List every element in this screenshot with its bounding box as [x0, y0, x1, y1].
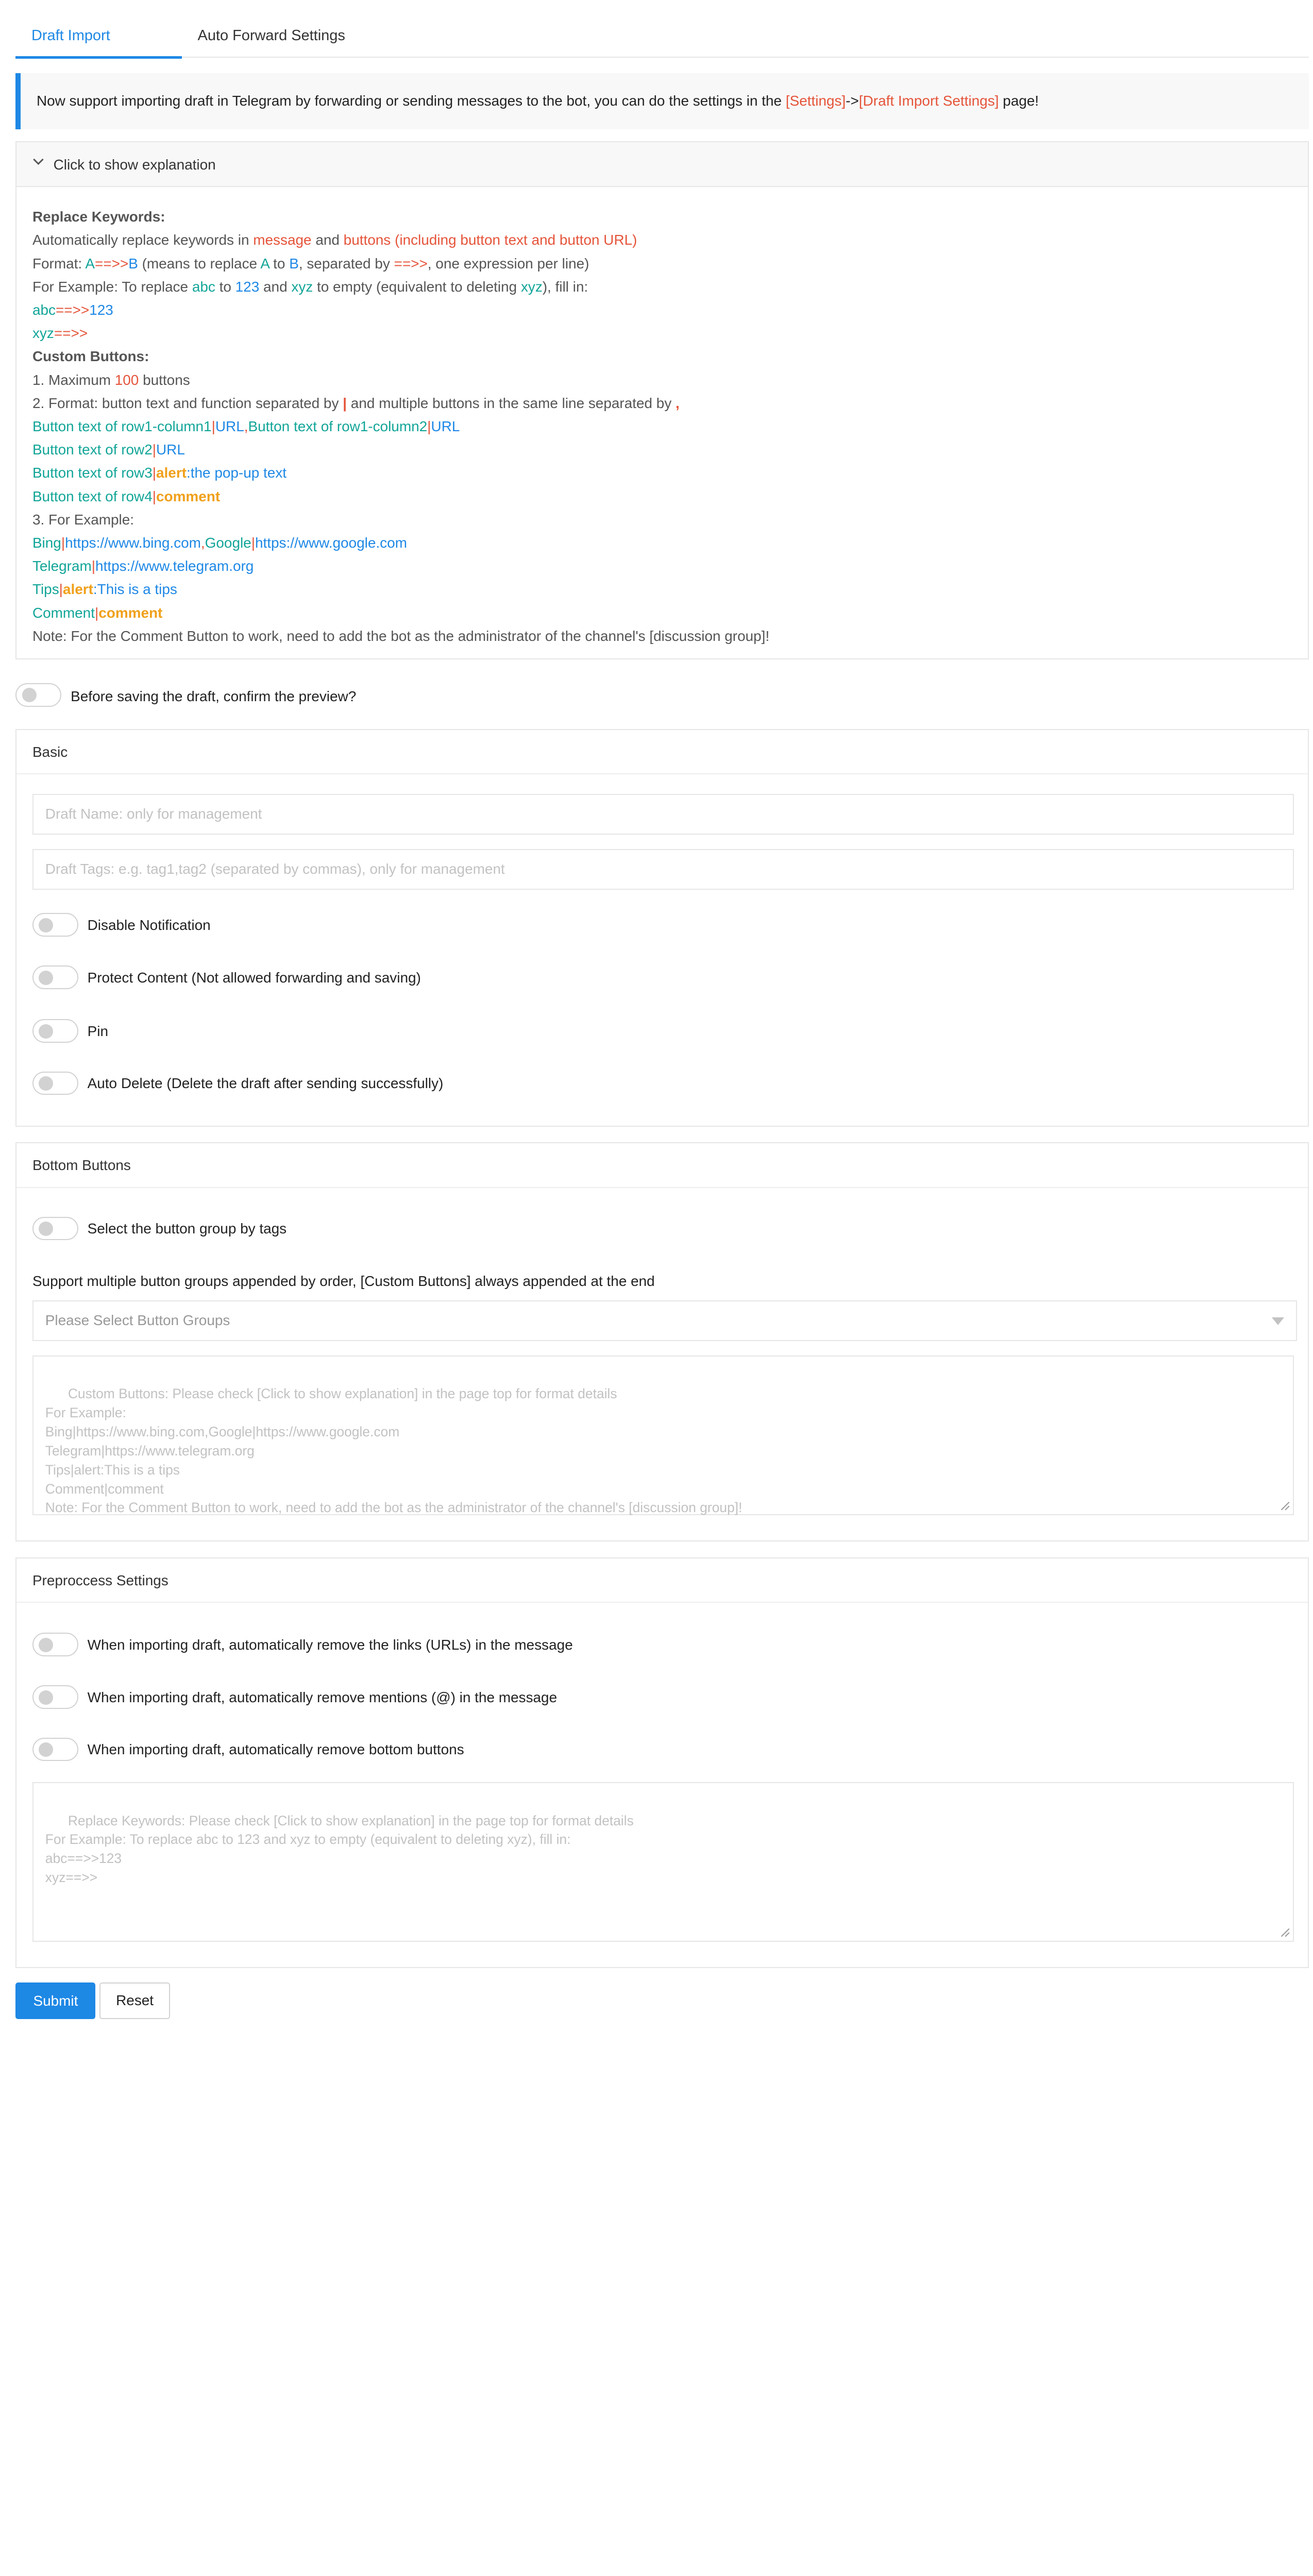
explanation-segment: 3. For Example: — [32, 511, 134, 528]
explanation-segment: ==>> — [394, 255, 428, 272]
explanation-line — [32, 205, 769, 228]
explanation-segment: Note: For the Comment Button to work, need to add the bot as the administrator of the channel's [discussion group]! — [32, 628, 770, 644]
explanation-line — [32, 252, 769, 275]
explanation-line — [32, 345, 769, 368]
remove-links-switch[interactable] — [32, 1633, 78, 1656]
confirm-preview-label: Before saving the draft, confirm the preview? — [71, 688, 357, 705]
explanation-segment: xyz — [291, 278, 313, 295]
explanation-segment: | — [152, 465, 157, 481]
tab-auto-forward-settings[interactable]: Auto Forward Settings — [197, 27, 345, 44]
switch-knob — [39, 1076, 53, 1091]
explanation-segment: https://www.telegram.org — [95, 558, 254, 574]
button-groups-hint: Support multiple button groups appended by order, [Custom Buttons] always appended at the end — [32, 1273, 655, 1289]
explanation-segment: 2. Format: button text and function separated by — [32, 395, 343, 411]
explanation-segment: Tips — [32, 581, 59, 598]
explanation-segment: and multiple buttons in the same line separated by — [346, 395, 676, 411]
switch-knob — [39, 971, 53, 985]
switch-knob — [22, 688, 37, 702]
explanation-segment: xyz — [32, 325, 54, 342]
explanation-segment: 1. Maximum — [32, 371, 115, 388]
resize-grip-icon[interactable] — [1280, 1501, 1290, 1511]
disable-notification-switch[interactable] — [32, 913, 78, 937]
explanation-segment: 123 — [89, 302, 113, 318]
explanation-line — [32, 485, 769, 508]
explanation-content — [32, 205, 769, 648]
notice-text-after: page! — [999, 93, 1039, 109]
explanation-segment: B — [289, 255, 299, 272]
switch-knob — [39, 1024, 53, 1039]
explanation-segment: For Example: To replace — [32, 278, 192, 295]
explanation-segment: comment — [156, 488, 221, 504]
explanation-segment: Button text of row3 — [32, 465, 153, 481]
explanation-segment: | — [91, 558, 96, 574]
explanation-segment: Bing — [32, 535, 61, 551]
explanation-segment: URL — [156, 442, 185, 458]
protect-content-switch[interactable] — [32, 965, 78, 989]
switch-knob — [39, 1742, 53, 1757]
explanation-line — [32, 531, 769, 554]
explanation-segment: :the pop-up text — [187, 465, 287, 481]
explanation-segment: :This is a tips — [93, 581, 177, 598]
replace-keywords-textarea[interactable] — [32, 1782, 1294, 1942]
switch-knob — [39, 918, 53, 933]
explanation-segment: URL — [431, 418, 460, 435]
draft-name-input[interactable]: Draft Name: only for management — [32, 794, 1294, 835]
explanation-segment: | — [427, 418, 431, 435]
pin-switch[interactable] — [32, 1019, 78, 1043]
explanation-segment: | — [59, 581, 63, 598]
explanation-segment: 123 — [235, 278, 260, 295]
basic-card — [15, 729, 1309, 1127]
explanation-segment: Custom Buttons: — [32, 348, 149, 365]
bottom-buttons-card — [15, 1142, 1309, 1541]
button-groups-select-placeholder: Please Select Button Groups — [45, 1312, 230, 1329]
explanation-line — [32, 438, 769, 461]
explanation-segment: , — [200, 535, 205, 551]
auto-delete-switch[interactable] — [32, 1072, 78, 1095]
switch-knob — [39, 1638, 53, 1652]
remove-links-label: When importing draft, automatically remove the links (URLs) in the message — [87, 1636, 573, 1653]
explanation-segment: | — [152, 442, 157, 458]
chevron-down-icon — [32, 156, 44, 167]
explanation-segment: | — [211, 418, 215, 435]
draft-tags-input[interactable]: Draft Tags: e.g. tag1,tag2 (separated by commas), only for management — [32, 849, 1294, 890]
explanation-segment: A — [85, 255, 95, 272]
remove-bottom-buttons-label: When importing draft, automatically remove bottom buttons — [87, 1741, 464, 1758]
protect-content-label: Protect Content (Not allowed forwarding and saving) — [87, 969, 421, 986]
settings-link[interactable]: [Settings] — [785, 93, 846, 109]
explanation-segment: ==>> — [54, 325, 88, 342]
explanation-line — [32, 368, 769, 392]
explanation-segment: https://www.google.com — [255, 535, 407, 551]
explanation-segment: ==>> — [94, 255, 129, 272]
explanation-segment: Format: — [32, 255, 86, 272]
explanation-segment: Automatically replace keywords in — [32, 232, 254, 248]
explanation-segment: alert — [156, 465, 187, 481]
explanation-segment: | — [152, 488, 157, 504]
explanation-segment: URL — [215, 418, 244, 435]
explanation-segment: Button text of row2 — [32, 442, 153, 458]
explanation-segment: and — [259, 278, 292, 295]
explanation-segment: B — [128, 255, 138, 272]
explanation-segment: abc — [192, 278, 215, 295]
custom-buttons-textarea[interactable] — [32, 1355, 1294, 1515]
replace-keywords-placeholder: Replace Keywords: Please check [Click to show explanation] in the page top for format details For Example: To replace abc to 123 and xyz to empty (equivalent to deleting xyz), fill in: abc==>>123 xyz==>> — [45, 1812, 634, 1885]
explanation-segment: (means to replace — [138, 255, 261, 272]
explanation-segment: 100 — [114, 371, 139, 388]
switch-knob — [39, 1690, 53, 1705]
explanation-segment: ), fill in: — [542, 278, 588, 295]
explanation-segment: Telegram — [32, 558, 92, 574]
explanation-segment: buttons — [139, 371, 190, 388]
explanation-segment: Google — [205, 535, 251, 551]
explanation-segment: , one expression per line) — [427, 255, 590, 272]
explanation-segment: to empty (equivalent to deleting — [313, 278, 521, 295]
preprocess-card-title: Preproccess Settings — [16, 1558, 1308, 1603]
explanation-segment: , separated by — [298, 255, 394, 272]
explanation-segment: alert — [62, 581, 93, 598]
explanation-line — [32, 275, 769, 298]
explanation-segment: xyz — [520, 278, 543, 295]
explanation-line — [32, 461, 769, 484]
notice-banner — [15, 73, 1309, 129]
basic-card-title: Basic — [16, 730, 1308, 774]
explanation-toggle[interactable] — [16, 142, 1308, 187]
explanation-segment: A — [260, 255, 270, 272]
explanation-segment: ==>> — [55, 302, 90, 318]
notice-arrow: -> — [846, 93, 859, 109]
caret-down-icon — [1272, 1317, 1284, 1325]
explanation-line — [32, 554, 769, 578]
explanation-segment: Button text of row4 — [32, 488, 153, 504]
tab-bar — [15, 10, 1309, 57]
auto-delete-label: Auto Delete (Delete the draft after sending successfully) — [87, 1075, 444, 1092]
explanation-segment: | — [94, 604, 99, 621]
explanation-line — [32, 624, 769, 648]
explanation-segment: | — [251, 535, 255, 551]
explanation-line — [32, 321, 769, 345]
remove-bottom-buttons-switch[interactable] — [32, 1738, 78, 1761]
notice-text — [37, 93, 1039, 109]
explanation-line — [32, 228, 769, 251]
explanation-toggle-label: Click to show explanation — [53, 157, 216, 173]
explanation-panel — [15, 141, 1309, 659]
confirm-preview-switch[interactable] — [15, 683, 61, 707]
explanation-segment: Comment — [32, 604, 95, 621]
explanation-segment: to — [215, 278, 235, 295]
notice-text-before: Now support importing draft in Telegram by forwarding or sending messages to the bot, you can do the settings in the — [36, 93, 786, 109]
button-groups-select[interactable] — [32, 1300, 1297, 1341]
select-by-tags-switch[interactable] — [32, 1217, 78, 1241]
explanation-segment: comment — [98, 604, 163, 621]
switch-knob — [39, 1222, 53, 1236]
select-by-tags-label: Select the button group by tags — [87, 1221, 287, 1237]
draft-import-settings-link[interactable]: [Draft Import Settings] — [858, 93, 999, 109]
explanation-segment: , — [244, 418, 248, 435]
explanation-segment: and — [311, 232, 344, 248]
remove-mentions-label: When importing draft, automatically remove mentions (@) in the message — [87, 1689, 557, 1705]
submit-button[interactable]: Submit — [15, 1982, 95, 2019]
explanation-line — [32, 415, 769, 438]
reset-button[interactable]: Reset — [99, 1982, 170, 2019]
explanation-segment: Replace Keywords: — [32, 209, 165, 225]
remove-mentions-switch[interactable] — [32, 1685, 78, 1709]
explanation-line — [32, 508, 769, 531]
explanation-line — [32, 392, 769, 415]
explanation-segment: | — [61, 535, 65, 551]
tab-draft-import-settings[interactable]: Draft Import — [15, 10, 182, 59]
disable-notification-label: Disable Notification — [87, 917, 211, 933]
preprocess-card — [15, 1557, 1309, 1969]
resize-grip-icon[interactable] — [1280, 1927, 1290, 1938]
explanation-line — [32, 601, 769, 624]
explanation-segment: Button text of row1-column1 — [32, 418, 212, 435]
explanation-segment: buttons (including button text and button URL) — [343, 232, 637, 248]
explanation-segment: | — [343, 395, 347, 411]
explanation-segment: Button text of row1-column2 — [248, 418, 428, 435]
pin-label: Pin — [87, 1023, 108, 1039]
explanation-segment: , — [675, 395, 680, 411]
bottom-buttons-card-title: Bottom Buttons — [16, 1143, 1308, 1188]
explanation-line — [32, 298, 769, 321]
explanation-line — [32, 578, 769, 601]
explanation-segment: https://www.bing.com — [65, 535, 201, 551]
explanation-segment: abc — [32, 302, 56, 318]
custom-buttons-placeholder: Custom Buttons: Please check [Click to show explanation] in the page top for format details For Example: Bing|https://www.bing.com,Google|https://www.google.com Telegram|https://www.telegram.org Tips|alert:This is a tips Comment|comment Note: For the Comment Button to work, need to add the bot as the administrator of the channel's [discussion group]! — [45, 1386, 743, 1516]
explanation-segment: to — [269, 255, 290, 272]
explanation-segment: message — [253, 232, 312, 248]
